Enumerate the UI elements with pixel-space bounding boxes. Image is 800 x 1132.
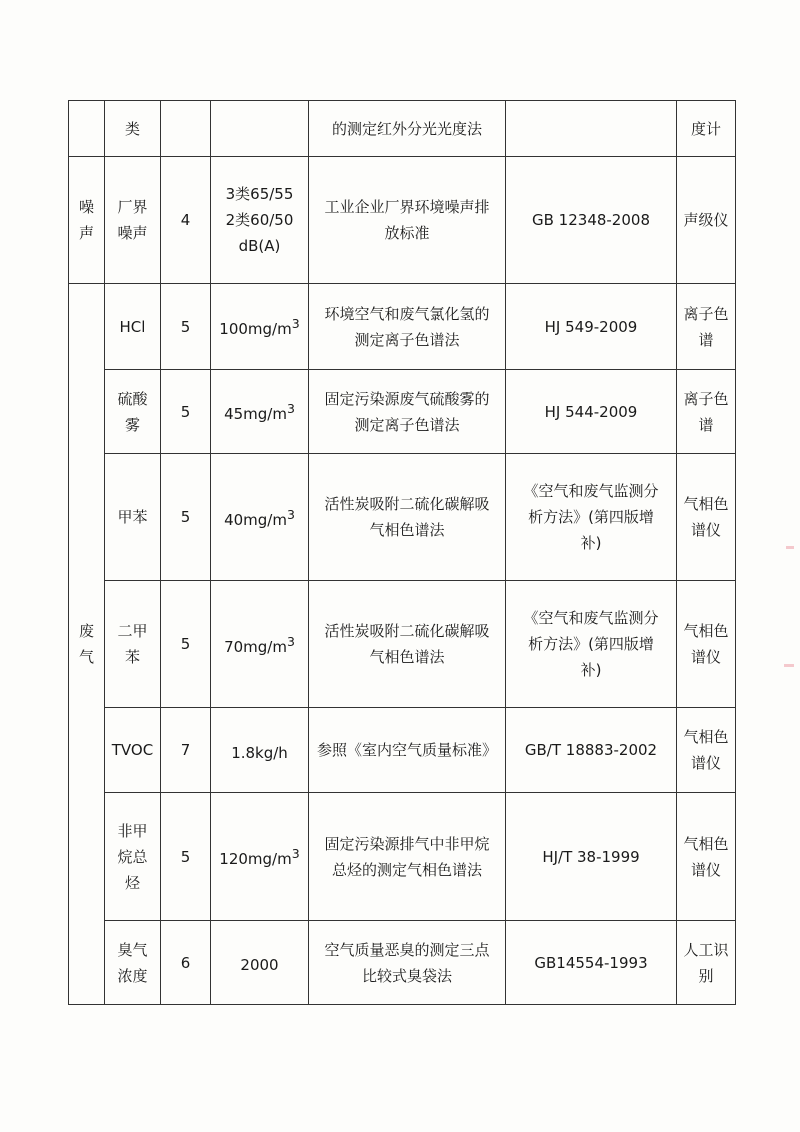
limit-cell xyxy=(211,708,309,793)
method-cell: 的测定红外分光光度法 xyxy=(309,101,506,157)
instrument-cell: 离子色 谱 xyxy=(677,284,736,370)
limit-cell xyxy=(211,793,309,921)
limit-cell xyxy=(211,921,309,1005)
item-cell: 二甲 苯 xyxy=(105,581,161,708)
unit-superscript: 3 xyxy=(291,846,300,861)
item-cell: 非甲 烷总 烃 xyxy=(105,793,161,921)
table-row xyxy=(69,708,736,793)
standard-cell: GB 12348-2008 xyxy=(506,157,677,284)
unit-superscript: 3 xyxy=(286,401,295,416)
item-cell: 臭气 浓度 xyxy=(105,921,161,1005)
standard-cell: 《空气和废气监测分 析方法》(第四版增 补) xyxy=(506,581,677,708)
method-cell: 环境空气和废气氯化氢的 测定离子色谱法 xyxy=(309,284,506,370)
item-cell: 类 xyxy=(105,101,161,157)
item-cell: 甲苯 xyxy=(105,454,161,581)
method-cell: 活性炭吸附二硫化碳解吸 气相色谱法 xyxy=(309,454,506,581)
grade-cell xyxy=(161,101,211,157)
table-row xyxy=(69,581,736,708)
category-cell-exhaust-gas: 废 气 xyxy=(69,284,105,1005)
table-row xyxy=(69,284,736,370)
stamp-trace xyxy=(786,546,794,549)
grade-cell: 5 xyxy=(161,284,211,370)
standard-cell: HJ 549-2009 xyxy=(506,284,677,370)
instrument-cell: 气相色 谱仪 xyxy=(677,793,736,921)
unit-superscript: 3 xyxy=(291,316,300,331)
method-cell: 活性炭吸附二硫化碳解吸 气相色谱法 xyxy=(309,581,506,708)
table-row xyxy=(69,454,736,581)
table-row-continued xyxy=(69,101,736,157)
instrument-cell: 气相色 谱仪 xyxy=(677,708,736,793)
monitoring-table xyxy=(68,100,736,1005)
limit-value: 120mg/m xyxy=(219,850,292,868)
grade-cell: 5 xyxy=(161,454,211,581)
instrument-cell: 度计 xyxy=(677,101,736,157)
limit-cell xyxy=(211,581,309,708)
unit-superscript: 3 xyxy=(286,506,295,522)
grade-cell: 5 xyxy=(161,581,211,708)
category-cell xyxy=(69,101,105,157)
method-cell: 固定污染源排气中非甲烷 总烃的测定气相色谱法 xyxy=(309,793,506,921)
limit-value: 45mg/m xyxy=(224,405,287,423)
stamp-trace xyxy=(784,664,794,667)
table-row xyxy=(69,921,736,1005)
limit-value: 40mg/m xyxy=(224,510,287,529)
instrument-cell: 气相色 谱仪 xyxy=(677,581,736,708)
limit-cell xyxy=(211,454,309,581)
limit-cell xyxy=(211,101,309,157)
method-cell: 固定污染源废气硫酸雾的 测定离子色谱法 xyxy=(309,370,506,454)
item-cell: HCl xyxy=(105,284,161,370)
standard-cell: HJ/T 38-1999 xyxy=(506,793,677,921)
limit-value: 1.8kg/h xyxy=(231,743,288,762)
standard-cell: HJ 544-2009 xyxy=(506,370,677,454)
limit-cell: 3类65/55 2类60/50 dB(A) xyxy=(211,157,309,284)
unit-superscript: 3 xyxy=(286,633,295,649)
limit-value: 70mg/m xyxy=(224,637,287,656)
method-cell: 工业企业厂界环境噪声排 放标准 xyxy=(309,157,506,284)
grade-cell: 5 xyxy=(161,370,211,454)
item-cell: 硫酸 雾 xyxy=(105,370,161,454)
category-cell: 噪 声 xyxy=(69,157,105,284)
standard-cell: GB/T 18883-2002 xyxy=(506,708,677,793)
grade-cell: 6 xyxy=(161,921,211,1005)
limit-cell xyxy=(211,284,309,370)
grade-cell: 7 xyxy=(161,708,211,793)
standard-cell xyxy=(506,101,677,157)
item-cell: 厂界 噪声 xyxy=(105,157,161,284)
grade-cell: 5 xyxy=(161,793,211,921)
method-cell: 空气质量恶臭的测定三点 比较式臭袋法 xyxy=(309,921,506,1005)
table-row-noise xyxy=(69,157,736,284)
table-row xyxy=(69,793,736,921)
method-cell: 参照《室内空气质量标准》 xyxy=(309,708,506,793)
standard-cell: GB14554-1993 xyxy=(506,921,677,1005)
grade-cell: 4 xyxy=(161,157,211,284)
instrument-cell: 离子色 谱 xyxy=(677,370,736,454)
item-cell: TVOC xyxy=(105,708,161,793)
instrument-cell: 人工识 别 xyxy=(677,921,736,1005)
limit-value: 100mg/m xyxy=(219,320,292,338)
instrument-cell: 气相色 谱仪 xyxy=(677,454,736,581)
table-row xyxy=(69,370,736,454)
instrument-cell: 声级仪 xyxy=(677,157,736,284)
limit-cell xyxy=(211,370,309,454)
limit-value: 2000 xyxy=(240,956,279,974)
standard-cell: 《空气和废气监测分 析方法》(第四版增 补) xyxy=(506,454,677,581)
